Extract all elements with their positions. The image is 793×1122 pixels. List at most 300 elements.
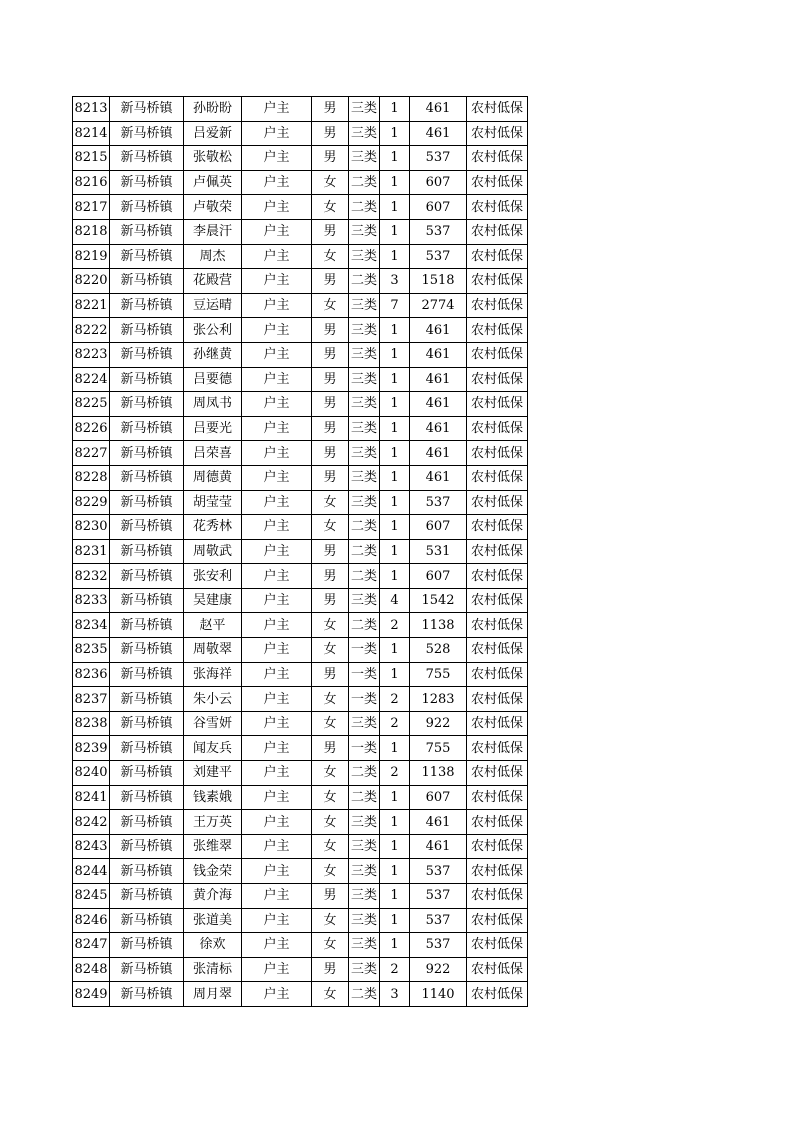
gender-cell: 男 <box>312 957 349 982</box>
table-row <box>73 97 528 122</box>
member-count-cell: 1 <box>380 785 410 810</box>
serial-number-cell: 8226 <box>73 416 110 441</box>
category-cell: 三类 <box>349 711 380 736</box>
table-row <box>73 588 528 613</box>
serial-number-cell: 8243 <box>73 834 110 859</box>
category-cell: 三类 <box>349 293 380 318</box>
name-cell: 吕爱新 <box>184 121 242 146</box>
town-cell: 新马桥镇 <box>110 957 184 982</box>
member-count-cell: 1 <box>380 441 410 466</box>
assistance-type-cell: 农村低保 <box>467 785 528 810</box>
member-count-cell: 3 <box>380 269 410 294</box>
table-row <box>73 564 528 589</box>
category-cell: 一类 <box>349 687 380 712</box>
serial-number-cell: 8245 <box>73 884 110 909</box>
serial-number-cell: 8220 <box>73 269 110 294</box>
amount-cell: 607 <box>410 515 467 540</box>
assistance-type-cell: 农村低保 <box>467 908 528 933</box>
member-count-cell: 2 <box>380 761 410 786</box>
name-cell: 张海祥 <box>184 662 242 687</box>
town-cell: 新马桥镇 <box>110 810 184 835</box>
serial-number-cell: 8217 <box>73 195 110 220</box>
town-cell: 新马桥镇 <box>110 761 184 786</box>
town-cell: 新马桥镇 <box>110 933 184 958</box>
gender-cell: 女 <box>312 244 349 269</box>
gender-cell: 男 <box>312 588 349 613</box>
member-count-cell: 1 <box>380 884 410 909</box>
role-cell: 户主 <box>242 957 312 982</box>
amount-cell: 537 <box>410 490 467 515</box>
member-count-cell: 1 <box>380 515 410 540</box>
table-row <box>73 785 528 810</box>
town-cell: 新马桥镇 <box>110 121 184 146</box>
name-cell: 刘建平 <box>184 761 242 786</box>
amount-cell: 461 <box>410 441 467 466</box>
name-cell: 花殿营 <box>184 269 242 294</box>
gender-cell: 男 <box>312 539 349 564</box>
assistance-type-cell: 农村低保 <box>467 613 528 638</box>
assistance-type-cell: 农村低保 <box>467 687 528 712</box>
town-cell: 新马桥镇 <box>110 465 184 490</box>
category-cell: 三类 <box>349 416 380 441</box>
gender-cell: 女 <box>312 490 349 515</box>
name-cell: 吕荣喜 <box>184 441 242 466</box>
name-cell: 孙盼盼 <box>184 97 242 122</box>
assistance-type-cell: 农村低保 <box>467 564 528 589</box>
category-cell: 三类 <box>349 834 380 859</box>
name-cell: 徐欢 <box>184 933 242 958</box>
member-count-cell: 2 <box>380 711 410 736</box>
amount-cell: 607 <box>410 195 467 220</box>
member-count-cell: 1 <box>380 416 410 441</box>
gender-cell: 男 <box>312 97 349 122</box>
town-cell: 新马桥镇 <box>110 195 184 220</box>
role-cell: 户主 <box>242 859 312 884</box>
role-cell: 户主 <box>242 736 312 761</box>
assistance-type-cell: 农村低保 <box>467 342 528 367</box>
member-count-cell: 1 <box>380 834 410 859</box>
role-cell: 户主 <box>242 195 312 220</box>
role-cell: 户主 <box>242 293 312 318</box>
member-count-cell: 1 <box>380 367 410 392</box>
table-row <box>73 711 528 736</box>
table-row <box>73 933 528 958</box>
serial-number-cell: 8232 <box>73 564 110 589</box>
role-cell: 户主 <box>242 933 312 958</box>
amount-cell: 922 <box>410 711 467 736</box>
amount-cell: 537 <box>410 933 467 958</box>
category-cell: 二类 <box>349 982 380 1007</box>
town-cell: 新马桥镇 <box>110 834 184 859</box>
serial-number-cell: 8230 <box>73 515 110 540</box>
serial-number-cell: 8231 <box>73 539 110 564</box>
name-cell: 谷雪妍 <box>184 711 242 736</box>
member-count-cell: 1 <box>380 933 410 958</box>
role-cell: 户主 <box>242 613 312 638</box>
amount-cell: 537 <box>410 908 467 933</box>
name-cell: 花秀林 <box>184 515 242 540</box>
table-row <box>73 146 528 171</box>
category-cell: 二类 <box>349 195 380 220</box>
town-cell: 新马桥镇 <box>110 367 184 392</box>
member-count-cell: 3 <box>380 982 410 1007</box>
role-cell: 户主 <box>242 490 312 515</box>
role-cell: 户主 <box>242 711 312 736</box>
assistance-type-cell: 农村低保 <box>467 195 528 220</box>
amount-cell: 607 <box>410 564 467 589</box>
table-row <box>73 318 528 343</box>
serial-number-cell: 8224 <box>73 367 110 392</box>
town-cell: 新马桥镇 <box>110 515 184 540</box>
gender-cell: 男 <box>312 219 349 244</box>
amount-cell: 461 <box>410 367 467 392</box>
table-row <box>73 687 528 712</box>
table-row <box>73 810 528 835</box>
member-count-cell: 2 <box>380 613 410 638</box>
town-cell: 新马桥镇 <box>110 342 184 367</box>
role-cell: 户主 <box>242 170 312 195</box>
table-body <box>73 97 528 1007</box>
town-cell: 新马桥镇 <box>110 97 184 122</box>
table-row <box>73 613 528 638</box>
member-count-cell: 1 <box>380 318 410 343</box>
assistance-type-cell: 农村低保 <box>467 933 528 958</box>
amount-cell: 1283 <box>410 687 467 712</box>
table-row <box>73 761 528 786</box>
role-cell: 户主 <box>242 441 312 466</box>
role-cell: 户主 <box>242 588 312 613</box>
member-count-cell: 2 <box>380 957 410 982</box>
amount-cell: 461 <box>410 121 467 146</box>
member-count-cell: 1 <box>380 219 410 244</box>
town-cell: 新马桥镇 <box>110 244 184 269</box>
assistance-type-cell: 农村低保 <box>467 490 528 515</box>
name-cell: 钱金荣 <box>184 859 242 884</box>
table-row <box>73 392 528 417</box>
assistance-type-cell: 农村低保 <box>467 982 528 1007</box>
category-cell: 二类 <box>349 564 380 589</box>
assistance-type-cell: 农村低保 <box>467 957 528 982</box>
member-count-cell: 1 <box>380 810 410 835</box>
name-cell: 张敬松 <box>184 146 242 171</box>
town-cell: 新马桥镇 <box>110 269 184 294</box>
category-cell: 三类 <box>349 392 380 417</box>
assistance-type-cell: 农村低保 <box>467 761 528 786</box>
amount-cell: 755 <box>410 736 467 761</box>
amount-cell: 1542 <box>410 588 467 613</box>
table-row <box>73 834 528 859</box>
role-cell: 户主 <box>242 244 312 269</box>
town-cell: 新马桥镇 <box>110 736 184 761</box>
amount-cell: 461 <box>410 465 467 490</box>
role-cell: 户主 <box>242 269 312 294</box>
name-cell: 周敬武 <box>184 539 242 564</box>
table-row <box>73 957 528 982</box>
serial-number-cell: 8228 <box>73 465 110 490</box>
town-cell: 新马桥镇 <box>110 613 184 638</box>
name-cell: 豆运晴 <box>184 293 242 318</box>
amount-cell: 755 <box>410 662 467 687</box>
assistance-type-cell: 农村低保 <box>467 416 528 441</box>
town-cell: 新马桥镇 <box>110 219 184 244</box>
gender-cell: 男 <box>312 736 349 761</box>
serial-number-cell: 8237 <box>73 687 110 712</box>
amount-cell: 461 <box>410 97 467 122</box>
member-count-cell: 1 <box>380 392 410 417</box>
serial-number-cell: 8248 <box>73 957 110 982</box>
member-count-cell: 1 <box>380 465 410 490</box>
member-count-cell: 1 <box>380 146 410 171</box>
serial-number-cell: 8227 <box>73 441 110 466</box>
gender-cell: 女 <box>312 761 349 786</box>
gender-cell: 男 <box>312 884 349 909</box>
town-cell: 新马桥镇 <box>110 293 184 318</box>
gender-cell: 男 <box>312 121 349 146</box>
gender-cell: 女 <box>312 982 349 1007</box>
category-cell: 三类 <box>349 884 380 909</box>
amount-cell: 461 <box>410 834 467 859</box>
town-cell: 新马桥镇 <box>110 711 184 736</box>
category-cell: 二类 <box>349 170 380 195</box>
assistance-type-cell: 农村低保 <box>467 515 528 540</box>
amount-cell: 607 <box>410 170 467 195</box>
town-cell: 新马桥镇 <box>110 588 184 613</box>
town-cell: 新马桥镇 <box>110 146 184 171</box>
role-cell: 户主 <box>242 638 312 663</box>
town-cell: 新马桥镇 <box>110 416 184 441</box>
assistance-type-cell: 农村低保 <box>467 367 528 392</box>
serial-number-cell: 8236 <box>73 662 110 687</box>
member-count-cell: 1 <box>380 539 410 564</box>
table-row <box>73 293 528 318</box>
assistance-type-cell: 农村低保 <box>467 392 528 417</box>
assistance-type-cell: 农村低保 <box>467 293 528 318</box>
serial-number-cell: 8234 <box>73 613 110 638</box>
category-cell: 三类 <box>349 908 380 933</box>
serial-number-cell: 8218 <box>73 219 110 244</box>
role-cell: 户主 <box>242 416 312 441</box>
serial-number-cell: 8239 <box>73 736 110 761</box>
table-row <box>73 441 528 466</box>
amount-cell: 1138 <box>410 761 467 786</box>
member-count-cell: 1 <box>380 564 410 589</box>
gender-cell: 女 <box>312 933 349 958</box>
role-cell: 户主 <box>242 687 312 712</box>
table-row <box>73 515 528 540</box>
table-row <box>73 195 528 220</box>
member-count-cell: 1 <box>380 244 410 269</box>
name-cell: 周月翠 <box>184 982 242 1007</box>
member-count-cell: 1 <box>380 490 410 515</box>
name-cell: 卢敬荣 <box>184 195 242 220</box>
assistance-type-cell: 农村低保 <box>467 638 528 663</box>
amount-cell: 531 <box>410 539 467 564</box>
category-cell: 三类 <box>349 342 380 367</box>
role-cell: 户主 <box>242 367 312 392</box>
name-cell: 周德黄 <box>184 465 242 490</box>
serial-number-cell: 8242 <box>73 810 110 835</box>
recipient-table <box>72 96 528 1007</box>
category-cell: 二类 <box>349 613 380 638</box>
gender-cell: 女 <box>312 810 349 835</box>
gender-cell: 女 <box>312 834 349 859</box>
gender-cell: 女 <box>312 170 349 195</box>
role-cell: 户主 <box>242 564 312 589</box>
serial-number-cell: 8235 <box>73 638 110 663</box>
amount-cell: 461 <box>410 416 467 441</box>
town-cell: 新马桥镇 <box>110 638 184 663</box>
serial-number-cell: 8223 <box>73 342 110 367</box>
category-cell: 三类 <box>349 810 380 835</box>
gender-cell: 女 <box>312 785 349 810</box>
serial-number-cell: 8244 <box>73 859 110 884</box>
gender-cell: 男 <box>312 564 349 589</box>
role-cell: 户主 <box>242 539 312 564</box>
category-cell: 二类 <box>349 785 380 810</box>
name-cell: 李晨汗 <box>184 219 242 244</box>
assistance-type-cell: 农村低保 <box>467 170 528 195</box>
category-cell: 三类 <box>349 490 380 515</box>
category-cell: 三类 <box>349 367 380 392</box>
amount-cell: 461 <box>410 392 467 417</box>
member-count-cell: 1 <box>380 97 410 122</box>
town-cell: 新马桥镇 <box>110 884 184 909</box>
category-cell: 三类 <box>349 121 380 146</box>
role-cell: 户主 <box>242 465 312 490</box>
role-cell: 户主 <box>242 785 312 810</box>
table-row <box>73 638 528 663</box>
member-count-cell: 4 <box>380 588 410 613</box>
gender-cell: 男 <box>312 416 349 441</box>
serial-number-cell: 8241 <box>73 785 110 810</box>
gender-cell: 男 <box>312 342 349 367</box>
name-cell: 吴建康 <box>184 588 242 613</box>
member-count-cell: 1 <box>380 908 410 933</box>
name-cell: 卢佩英 <box>184 170 242 195</box>
member-count-cell: 7 <box>380 293 410 318</box>
serial-number-cell: 8247 <box>73 933 110 958</box>
table-row <box>73 219 528 244</box>
member-count-cell: 1 <box>380 662 410 687</box>
serial-number-cell: 8229 <box>73 490 110 515</box>
serial-number-cell: 8233 <box>73 588 110 613</box>
assistance-type-cell: 农村低保 <box>467 884 528 909</box>
amount-cell: 1518 <box>410 269 467 294</box>
gender-cell: 男 <box>312 318 349 343</box>
category-cell: 三类 <box>349 441 380 466</box>
town-cell: 新马桥镇 <box>110 908 184 933</box>
assistance-type-cell: 农村低保 <box>467 810 528 835</box>
member-count-cell: 1 <box>380 121 410 146</box>
amount-cell: 1140 <box>410 982 467 1007</box>
serial-number-cell: 8215 <box>73 146 110 171</box>
role-cell: 户主 <box>242 121 312 146</box>
assistance-type-cell: 农村低保 <box>467 859 528 884</box>
town-cell: 新马桥镇 <box>110 490 184 515</box>
serial-number-cell: 8219 <box>73 244 110 269</box>
amount-cell: 461 <box>410 318 467 343</box>
table-row <box>73 121 528 146</box>
name-cell: 赵平 <box>184 613 242 638</box>
table-row <box>73 490 528 515</box>
category-cell: 三类 <box>349 859 380 884</box>
assistance-type-cell: 农村低保 <box>467 588 528 613</box>
table-row <box>73 416 528 441</box>
name-cell: 周凤书 <box>184 392 242 417</box>
serial-number-cell: 8214 <box>73 121 110 146</box>
town-cell: 新马桥镇 <box>110 662 184 687</box>
table-row <box>73 908 528 933</box>
gender-cell: 女 <box>312 293 349 318</box>
assistance-type-cell: 农村低保 <box>467 662 528 687</box>
amount-cell: 922 <box>410 957 467 982</box>
amount-cell: 537 <box>410 884 467 909</box>
assistance-type-cell: 农村低保 <box>467 834 528 859</box>
gender-cell: 男 <box>312 367 349 392</box>
town-cell: 新马桥镇 <box>110 982 184 1007</box>
role-cell: 户主 <box>242 146 312 171</box>
amount-cell: 537 <box>410 146 467 171</box>
category-cell: 三类 <box>349 588 380 613</box>
serial-number-cell: 8221 <box>73 293 110 318</box>
amount-cell: 537 <box>410 219 467 244</box>
name-cell: 胡莹莹 <box>184 490 242 515</box>
assistance-type-cell: 农村低保 <box>467 539 528 564</box>
serial-number-cell: 8213 <box>73 97 110 122</box>
town-cell: 新马桥镇 <box>110 687 184 712</box>
town-cell: 新马桥镇 <box>110 539 184 564</box>
gender-cell: 女 <box>312 195 349 220</box>
name-cell: 周杰 <box>184 244 242 269</box>
gender-cell: 女 <box>312 613 349 638</box>
town-cell: 新马桥镇 <box>110 785 184 810</box>
role-cell: 户主 <box>242 318 312 343</box>
serial-number-cell: 8225 <box>73 392 110 417</box>
amount-cell: 607 <box>410 785 467 810</box>
role-cell: 户主 <box>242 342 312 367</box>
name-cell: 闻友兵 <box>184 736 242 761</box>
serial-number-cell: 8249 <box>73 982 110 1007</box>
gender-cell: 女 <box>312 908 349 933</box>
name-cell: 孙继黄 <box>184 342 242 367</box>
amount-cell: 537 <box>410 859 467 884</box>
name-cell: 张清标 <box>184 957 242 982</box>
town-cell: 新马桥镇 <box>110 564 184 589</box>
amount-cell: 1138 <box>410 613 467 638</box>
role-cell: 户主 <box>242 834 312 859</box>
role-cell: 户主 <box>242 810 312 835</box>
table-row <box>73 884 528 909</box>
category-cell: 三类 <box>349 97 380 122</box>
serial-number-cell: 8222 <box>73 318 110 343</box>
gender-cell: 女 <box>312 711 349 736</box>
table-row <box>73 465 528 490</box>
serial-number-cell: 8240 <box>73 761 110 786</box>
assistance-type-cell: 农村低保 <box>467 269 528 294</box>
gender-cell: 男 <box>312 465 349 490</box>
name-cell: 张道美 <box>184 908 242 933</box>
town-cell: 新马桥镇 <box>110 441 184 466</box>
category-cell: 三类 <box>349 957 380 982</box>
serial-number-cell: 8238 <box>73 711 110 736</box>
member-count-cell: 1 <box>380 195 410 220</box>
assistance-type-cell: 农村低保 <box>467 97 528 122</box>
role-cell: 户主 <box>242 219 312 244</box>
amount-cell: 2774 <box>410 293 467 318</box>
gender-cell: 女 <box>312 859 349 884</box>
category-cell: 一类 <box>349 662 380 687</box>
category-cell: 一类 <box>349 736 380 761</box>
